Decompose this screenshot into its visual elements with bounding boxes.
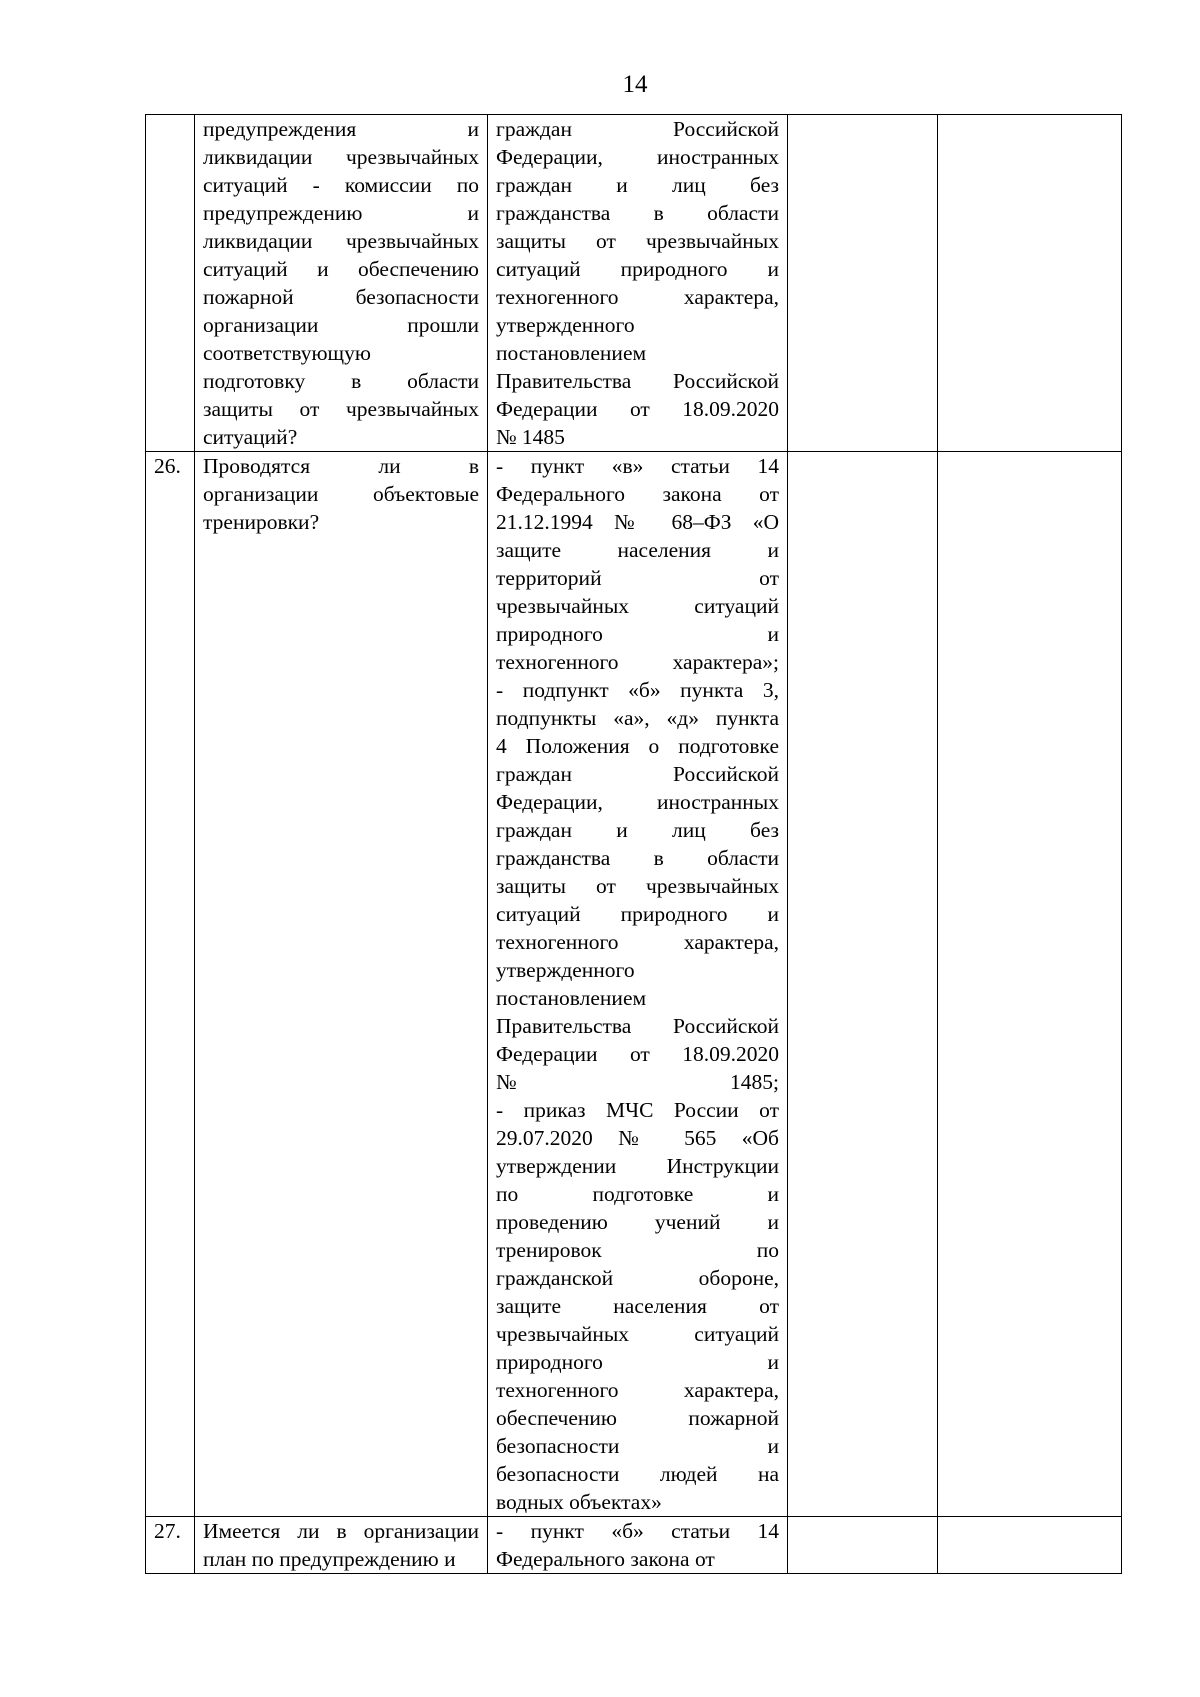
row-number: 26. xyxy=(146,452,195,1517)
question-line: ликвидации чрезвычайных xyxy=(203,229,479,253)
note-cell xyxy=(938,115,1122,452)
reference-line: граждан Российской xyxy=(496,117,779,141)
question-line: предупреждению и xyxy=(203,201,479,225)
reference-line: утвержденного xyxy=(496,958,635,982)
reference-line: водных объектах» xyxy=(496,1490,662,1514)
reference-line: - пункт «в» статьи 14 xyxy=(496,454,779,478)
question-cell xyxy=(195,452,488,1517)
answer-cell xyxy=(788,1517,938,1574)
reference-line: ситуаций природного и xyxy=(496,902,779,926)
question-line: план по предупреждению и xyxy=(203,1547,456,1571)
reference-line: утверждении Инструкции xyxy=(496,1154,779,1178)
question-line: Имеется ли в организации xyxy=(203,1519,479,1543)
question-line: предупреждения и xyxy=(203,117,479,141)
page-number: 14 xyxy=(622,71,648,98)
reference-line: техногенного характера, xyxy=(496,1378,779,1402)
question-line: организации прошли xyxy=(203,313,479,337)
reference-line: Правительства Российской xyxy=(496,369,779,393)
reference-line: техногенного характера»; xyxy=(496,650,779,674)
reference-line: по подготовке и xyxy=(496,1182,779,1206)
reference-line: Федерации, иностранных xyxy=(496,145,779,169)
reference-line: Федерального закона от xyxy=(496,1547,715,1571)
reference-line: Федерального закона от xyxy=(496,482,779,506)
question-line: ситуаций - комиссии по xyxy=(203,173,479,197)
table-row xyxy=(146,1517,1122,1574)
table-row xyxy=(146,115,1122,452)
reference-line: техногенного характера, xyxy=(496,930,779,954)
reference-line: чрезвычайных ситуаций xyxy=(496,594,779,618)
reference-line: техногенного характера, xyxy=(496,285,779,309)
reference-line: утвержденного xyxy=(496,313,635,337)
question-cell xyxy=(195,1517,488,1574)
question-line: организации объектовые xyxy=(203,482,479,506)
reference-line: № 1485 xyxy=(496,425,565,449)
question-line: пожарной безопасности xyxy=(203,285,479,309)
reference-line: - подпункт «б» пункта 3, xyxy=(496,678,779,702)
question-line: ситуаций? xyxy=(203,425,298,449)
question-line: ликвидации чрезвычайных xyxy=(203,145,479,169)
reference-line: территорий от xyxy=(496,566,779,590)
reference-line: - приказ МЧС России от xyxy=(496,1098,779,1122)
reference-line: проведению учений и xyxy=(496,1210,779,1234)
reference-line: защиты от чрезвычайных xyxy=(496,229,779,253)
reference-line: № 1485; xyxy=(496,1070,779,1094)
reference-line: природного и xyxy=(496,1350,779,1374)
reference-line: тренировок по xyxy=(496,1238,779,1262)
reference-line: Федерации от 18.09.2020 xyxy=(496,397,779,421)
question-cell xyxy=(195,115,488,452)
reference-line: Правительства Российской xyxy=(496,1014,779,1038)
reference-line: ситуаций природного и xyxy=(496,257,779,281)
question-line: соответствующую xyxy=(203,341,371,365)
reference-line: граждан Российской xyxy=(496,762,779,786)
reference-line: защите населения и xyxy=(496,538,779,562)
note-cell xyxy=(938,452,1122,1517)
reference-line: защите населения от xyxy=(496,1294,779,1318)
reference-line: граждан и лиц без xyxy=(496,173,779,197)
reference-line: чрезвычайных ситуаций xyxy=(496,1322,779,1346)
reference-line: гражданской обороне, xyxy=(496,1266,779,1290)
question-line: защиты от чрезвычайных xyxy=(203,397,479,421)
reference-line: постановлением xyxy=(496,341,647,365)
reference-line: безопасности людей на xyxy=(496,1462,779,1486)
reference-line: обеспечению пожарной xyxy=(496,1406,779,1430)
reference-line: безопасности и xyxy=(496,1434,779,1458)
reference-line: гражданства в области xyxy=(496,201,779,225)
question-line: подготовку в области xyxy=(203,369,479,393)
note-cell xyxy=(938,1517,1122,1574)
reference-line: природного и xyxy=(496,622,779,646)
table-row xyxy=(146,452,1122,1517)
reference-line: подпункты «а», «д» пункта xyxy=(496,706,779,730)
reference-line: Федерации от 18.09.2020 xyxy=(496,1042,779,1066)
row-number: 27. xyxy=(146,1517,195,1574)
reference-line: защиты от чрезвычайных xyxy=(496,874,779,898)
question-line: ситуаций и обеспечению xyxy=(203,257,479,281)
reference-line: граждан и лиц без xyxy=(496,818,779,842)
answer-cell xyxy=(788,452,938,1517)
reference-line: - пункт «б» статьи 14 xyxy=(496,1519,779,1543)
reference-line: 21.12.1994 № 68–ФЗ «О xyxy=(496,510,779,534)
reference-line: Федерации, иностранных xyxy=(496,790,779,814)
reference-line: 29.07.2020 № 565 «Об xyxy=(496,1126,779,1150)
reference-cell xyxy=(488,452,788,1517)
row-number xyxy=(146,115,195,452)
reference-line: 4 Положения о подготовке xyxy=(496,734,779,758)
question-line: Проводятся ли в xyxy=(203,454,479,478)
answer-cell xyxy=(788,115,938,452)
question-line: тренировки? xyxy=(203,510,320,534)
reference-cell xyxy=(488,115,788,452)
reference-line: гражданства в области xyxy=(496,846,779,870)
table-body xyxy=(146,115,1122,1574)
checklist-table xyxy=(145,114,1122,1574)
reference-cell xyxy=(488,1517,788,1574)
reference-line: постановлением xyxy=(496,986,647,1010)
